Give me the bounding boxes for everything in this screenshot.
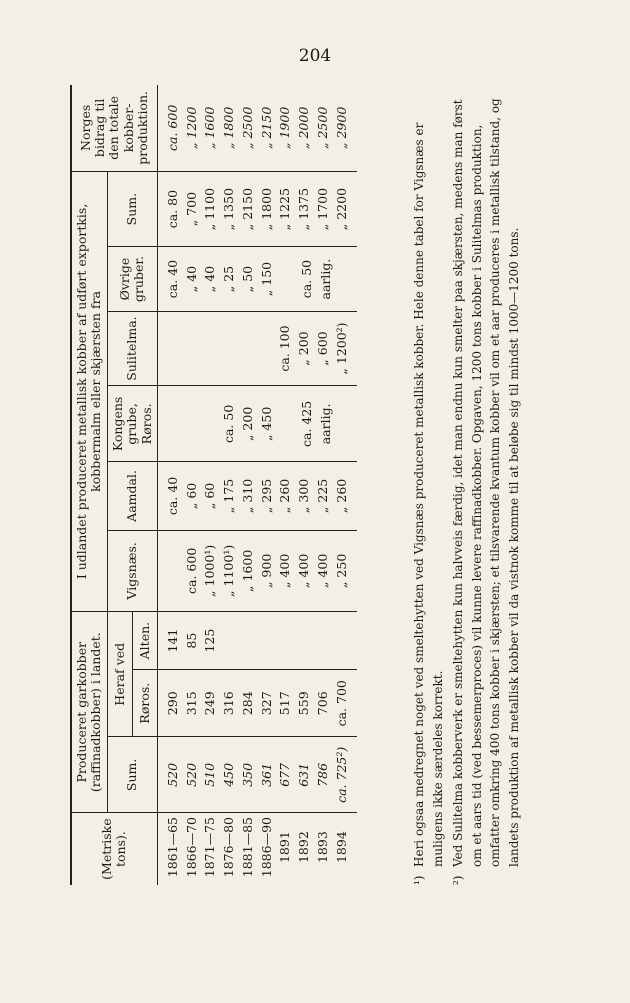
kongens-brace-note: ca. 425 aarlig. xyxy=(276,386,357,462)
sulitelma-cell: „ 200 xyxy=(295,311,314,386)
aamdal-cell: „ 300 xyxy=(295,462,314,530)
norges-cell: „ 2150 xyxy=(258,85,277,171)
year-cell: 1876—80 xyxy=(221,817,237,878)
sum2-cell: „ 1700 xyxy=(314,171,333,247)
sum2-cell: „ 1350 xyxy=(220,171,239,247)
alten-cell xyxy=(220,612,239,670)
table-row xyxy=(333,85,358,885)
footnote-2 xyxy=(449,85,523,885)
sum2-header: Sum. xyxy=(107,171,157,247)
sulitelma-cell xyxy=(258,311,277,386)
sum-cell: 361 xyxy=(258,737,277,813)
kongens-cell: „ 200 xyxy=(239,386,258,462)
sulitelma-cell xyxy=(239,311,258,386)
ovrige-cell: „ 40 xyxy=(183,247,202,311)
roros-cell: 284 xyxy=(239,670,258,737)
aamdal-cell: „ 260 xyxy=(333,462,358,530)
roros-cell: 559 xyxy=(295,670,314,737)
vigsnaes-cell: „ 1100¹) xyxy=(220,530,239,612)
sum2-cell: „ 2150 xyxy=(239,171,258,247)
aamdal-cell: „ 260 xyxy=(276,462,295,530)
year-cell: 1881—85 xyxy=(239,817,255,878)
year-cell: 1861—65 xyxy=(164,817,180,878)
table-row xyxy=(295,85,314,885)
norges-cell: ca. 600 xyxy=(157,85,182,171)
ovrige-cell: „ 25 xyxy=(220,247,239,311)
sulitelma-cell xyxy=(201,311,220,386)
vigsnaes-cell xyxy=(157,530,182,612)
table-row xyxy=(157,85,182,885)
aamdal-cell: ca. 40 xyxy=(157,462,182,530)
table-row xyxy=(201,85,220,885)
roros-cell: 315 xyxy=(183,670,202,737)
sum2-cell: „ 2200 xyxy=(333,171,358,247)
footnotes xyxy=(410,85,526,885)
footnote-text: Ved Sulitelma kobberverk er smeltehytten kun halvveis færdig, idet man endnu kun smelter paa skjærsten, medens man først om et aars tid (ved bessemerproces) vil kunne levere raffinadkobber. Opgaven, 1200 tons kobber i Sulitelmas produktion, omfatter omkring 400 tons kobber i skjærsten; et tilsvarende kvantum kobber vil om et aar produceres i metallisk tilstand, og landets produktion af metallisk kobber vil da vistnok komme til at beløbe sig til mindst 1000—1200 tons. xyxy=(451,98,521,867)
vigsnaes-cell: „ 250 xyxy=(333,530,358,612)
aamdal-cell: „ 225 xyxy=(314,462,333,530)
alten-cell xyxy=(333,612,358,670)
norges-cell: „ 1800 xyxy=(220,85,239,171)
sum-cell: 520 xyxy=(183,737,202,813)
footnote-mark: ²) xyxy=(451,875,466,885)
table-row xyxy=(258,85,277,885)
table-row xyxy=(239,85,258,885)
ovrige-cell: „ 150 xyxy=(258,247,277,311)
vigsnaes-cell: „ 400 xyxy=(276,530,295,612)
produced-group-header: Produceret garkobber (raffinadkobber) i landet. xyxy=(71,612,107,813)
aamdal-header: Aamdal. xyxy=(107,462,157,530)
year-cell: 1893 xyxy=(314,831,330,864)
sulitelma-cell xyxy=(183,311,202,386)
alten-cell xyxy=(258,612,277,670)
ovrige-brace-note: ca. 50 aarlig. xyxy=(276,247,357,311)
sulitelma-cell xyxy=(157,311,182,386)
rotated-table-page xyxy=(70,85,540,885)
alten-cell: 125 xyxy=(201,612,220,670)
alten-cell xyxy=(276,612,295,670)
norges-cell: „ 1900 xyxy=(276,85,295,171)
roros-cell: 327 xyxy=(258,670,277,737)
roros-cell: 290 xyxy=(157,670,182,737)
alten-cell xyxy=(295,612,314,670)
year-cell: 1886—90 xyxy=(258,817,274,878)
sulitelma-cell: ca. 100 xyxy=(276,311,295,386)
roros-cell: 249 xyxy=(201,670,220,737)
sum2-cell: „ 1800 xyxy=(258,171,277,247)
kongens-cell xyxy=(157,386,182,462)
roros-cell: 316 xyxy=(220,670,239,737)
sum-cell: 677 xyxy=(276,737,295,813)
year-cell: 1871—75 xyxy=(202,817,218,878)
export-group-header: I udlandet produceret metallisk kobber af udført exportkis, kobbermalm eller skjærsten fra xyxy=(71,171,107,611)
norges-cell: „ 1200 xyxy=(183,85,202,171)
alten-cell xyxy=(314,612,333,670)
sum-cell: 631 xyxy=(295,737,314,813)
norges-cell: „ 2000 xyxy=(295,85,314,171)
kongens-cell: „ 450 xyxy=(258,386,277,462)
vigsnaes-cell: „ 1600 xyxy=(239,530,258,612)
alten-header: Alten. xyxy=(132,612,157,670)
sulitelma-cell: „ 600 xyxy=(314,311,333,386)
year-cell: 1892 xyxy=(296,831,312,864)
year-cell: 1866—70 xyxy=(183,817,199,878)
ovrige-cell: „ 50 xyxy=(239,247,258,311)
table-row xyxy=(314,85,333,885)
year-cell: 1894 xyxy=(333,831,349,864)
sum2-cell: „ 1100 xyxy=(201,171,220,247)
norges-cell: „ 2500 xyxy=(314,85,333,171)
norges-cell: „ 2900 xyxy=(333,85,358,171)
table-row xyxy=(183,85,202,885)
sum2-cell: „ 700 xyxy=(183,171,202,247)
footnote-mark: ¹) xyxy=(412,875,426,885)
vigsnaes-cell: „ 1000¹) xyxy=(201,530,220,612)
copper-production-table xyxy=(70,85,357,885)
sulitelma-header: Sulitelma. xyxy=(107,311,157,386)
kongens-cell xyxy=(183,386,202,462)
sum-header: Sum. xyxy=(107,737,157,813)
aamdal-cell: „ 60 xyxy=(183,462,202,530)
table-row xyxy=(220,85,239,885)
alten-cell xyxy=(239,612,258,670)
roros-cell: ca. 700 xyxy=(333,670,358,737)
ovrige-cell: ca. 40 xyxy=(157,247,182,311)
sum2-cell: ca. 80 xyxy=(157,171,182,247)
table-row xyxy=(276,85,295,885)
kongens-cell xyxy=(201,386,220,462)
sum-cell: 510 xyxy=(201,737,220,813)
roros-header: Røros. xyxy=(132,670,157,737)
sum-cell: 450 xyxy=(220,737,239,813)
year-cell: 1891 xyxy=(277,831,293,864)
unit-header: (Metriske tons). xyxy=(71,813,157,885)
ovrige-header: Øvrige gruber. xyxy=(107,247,157,311)
aamdal-cell: „ 295 xyxy=(258,462,277,530)
vigsnaes-header: Vigsnæs. xyxy=(107,530,157,612)
kongens-header: Kongens grube, Røros. xyxy=(107,386,157,462)
sum-cell: 786 xyxy=(314,737,333,813)
norges-header: Norges bidrag til den totale kobber-produktion. xyxy=(71,85,157,171)
vigsnaes-cell: „ 400 xyxy=(314,530,333,612)
roros-cell: 517 xyxy=(276,670,295,737)
vigsnaes-cell: ca. 600 xyxy=(183,530,202,612)
kongens-cell: ca. 50 xyxy=(220,386,239,462)
sum2-cell: „ 1375 xyxy=(295,171,314,247)
sum2-cell: „ 1225 xyxy=(276,171,295,247)
ovrige-cell: „ 40 xyxy=(201,247,220,311)
page-number: 204 xyxy=(298,46,332,66)
norges-cell: „ 1600 xyxy=(201,85,220,171)
sum-cell: 520 xyxy=(157,737,182,813)
aamdal-cell: „ 310 xyxy=(239,462,258,530)
sulitelma-cell: „ 1200²) xyxy=(333,311,358,386)
norges-cell: „ 2500 xyxy=(239,85,258,171)
aamdal-cell: „ 175 xyxy=(220,462,239,530)
roros-cell: 706 xyxy=(314,670,333,737)
sulitelma-cell xyxy=(220,311,239,386)
sum-cell: ca. 725²) xyxy=(333,737,358,813)
vigsnaes-cell: „ 900 xyxy=(258,530,277,612)
sum-cell: 350 xyxy=(239,737,258,813)
footnote-1 xyxy=(410,85,447,885)
footnote-text: Heri ogsaa medregnet noget ved smeltehytten ved Vigsnæs produceret metallisk kobber. Hele denne tabel for Vigsnæs er muligens ikke særdeles korrekt. xyxy=(412,122,445,867)
alten-cell: 85 xyxy=(183,612,202,670)
heraf-header: Heraf ved xyxy=(107,612,132,737)
alten-cell: 141 xyxy=(157,612,182,670)
aamdal-cell: „ 60 xyxy=(201,462,220,530)
vigsnaes-cell: „ 400 xyxy=(295,530,314,612)
